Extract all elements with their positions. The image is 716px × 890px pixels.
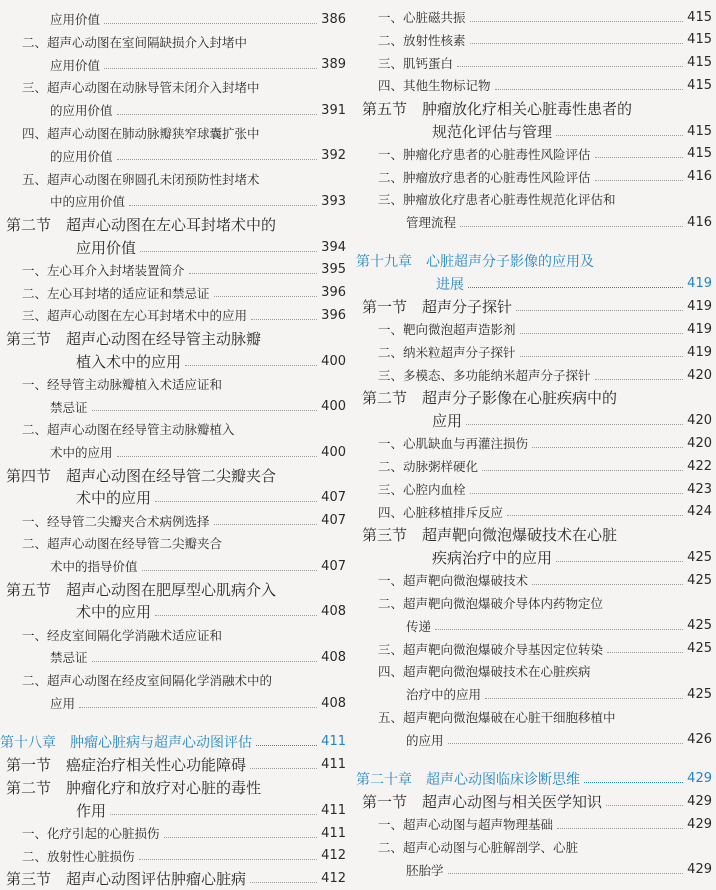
toc-page-number: 420 <box>687 367 712 383</box>
toc-entry[interactable] <box>22 76 346 98</box>
toc-page-number: 416 <box>687 214 712 230</box>
toc-page-number: 415 <box>687 55 712 71</box>
toc-entry[interactable] <box>378 364 712 386</box>
dot-leader <box>142 570 318 571</box>
toc-section-entry[interactable] <box>6 754 346 776</box>
toc-entry-title: 二、超声心动图在室间隔缺损介入封堵中 <box>22 34 248 50</box>
toc-page-number: 411 <box>321 757 346 773</box>
dot-leader <box>556 135 683 136</box>
toc-entry-title: 四、超声靶向微泡爆破技术在心脏疾病 <box>378 664 591 680</box>
toc-entry-title: 第一节 超声心动图与相关医学知识 <box>362 792 603 811</box>
toc-entry-title: 第五节 肿瘤放化疗相关心脏毒性患者的 <box>362 99 633 118</box>
toc-entry-title: 一、化疗引起的心脏损伤 <box>22 826 160 841</box>
toc-entry[interactable] <box>378 29 712 51</box>
toc-entry-title: 植入术中的应用 <box>76 352 182 371</box>
dot-leader <box>104 23 317 24</box>
toc-entry[interactable] <box>22 122 346 144</box>
toc-entry-title: 二、肿瘤放疗患者的心脏毒性风险评估 <box>378 169 591 185</box>
toc-page-number: 392 <box>321 148 346 164</box>
toc-entry-title: 四、其他生物标记物 <box>378 78 491 94</box>
toc-entry-title: 二、超声心动图与心脏解剖学、心脏 <box>378 840 579 855</box>
toc-chapter-entry[interactable] <box>0 731 346 753</box>
toc-entry-title: 的应用价值 <box>50 103 113 119</box>
toc-page-number: 396 <box>321 285 346 301</box>
dot-leader <box>140 251 317 252</box>
toc-section-entry[interactable] <box>362 524 712 546</box>
toc-entry[interactable] <box>50 646 346 668</box>
dot-leader <box>495 89 684 90</box>
toc-page-number: 389 <box>321 57 346 73</box>
toc-entry-title: 中的应用价值 <box>50 194 126 210</box>
toc-entry[interactable] <box>22 259 346 281</box>
toc-entry-title: 应用价值 <box>50 57 101 73</box>
dot-leader <box>110 814 317 815</box>
toc-entry-title: 第一节 癌症治疗相关性心功能障碍 <box>6 756 247 775</box>
toc-entry[interactable] <box>22 418 346 440</box>
toc-page-number: 425 <box>687 549 712 565</box>
toc-entry-title: 术中的指导价值 <box>50 559 138 575</box>
toc-entry[interactable] <box>22 373 346 395</box>
toc-entry-title: 疾病治疗中的应用 <box>432 548 553 567</box>
dot-leader <box>448 743 684 744</box>
dot-leader <box>516 310 683 311</box>
dot-leader <box>117 114 318 115</box>
toc-page-number: 408 <box>321 695 346 711</box>
toc-entry-title: 第三节 超声心动图在经导管主动脉瓣 <box>6 329 262 348</box>
toc-entry[interactable] <box>406 211 712 233</box>
toc-page-number: 400 <box>321 399 346 415</box>
toc-page-number: 407 <box>321 513 346 529</box>
toc-chapter-entry[interactable] <box>356 250 712 272</box>
toc-entry-title: 五、超声心动图在卵圆孔未闭预防性封堵术 <box>22 171 260 187</box>
dot-leader <box>189 273 318 274</box>
dot-leader <box>532 584 683 585</box>
toc-entry-title: 第三节 超声靶向微泡爆破技术在心脏 <box>362 526 618 545</box>
toc-entry-title: 应用 <box>50 696 76 711</box>
toc-entry-title: 一、超声靶向微泡爆破技术 <box>378 573 529 589</box>
toc-entry-title: 一、靶向微泡超声造影剂 <box>378 322 516 338</box>
toc-entry[interactable] <box>22 669 346 691</box>
toc-entry-title: 作用 <box>76 801 107 820</box>
toc-section-entry[interactable] <box>362 790 712 812</box>
toc-entry[interactable] <box>378 638 712 660</box>
toc-entry-title: 第二节 超声心动图在左心耳封堵术中的 <box>6 215 277 234</box>
toc-page-number: 423 <box>687 481 712 497</box>
toc-entry-title: 第十八章 肿瘤心脏病与超声心动图评估 <box>0 734 252 751</box>
toc-entry-title: 三、多模态、多功能纳米超声分子探针 <box>378 368 591 383</box>
toc-page-number: 411 <box>321 825 346 841</box>
dot-leader <box>460 226 683 227</box>
toc-page-number: 420 <box>687 413 712 429</box>
toc-page-number: 425 <box>687 686 712 702</box>
dot-leader <box>532 447 683 448</box>
toc-section-entry[interactable] <box>76 601 346 623</box>
toc-entry[interactable] <box>378 455 712 477</box>
toc-entry-title: 的应用价值 <box>50 148 113 164</box>
toc-entry[interactable] <box>378 432 712 454</box>
toc-entry-title: 禁忌证 <box>50 399 88 415</box>
toc-section-entry[interactable] <box>362 387 712 409</box>
toc-entry-title: 第五节 超声心动图在肥厚型心肌病介入 <box>6 580 277 599</box>
toc-entry[interactable] <box>378 74 712 96</box>
dot-leader <box>164 837 318 838</box>
dot-leader <box>466 424 683 425</box>
dot-leader <box>520 356 684 357</box>
toc-section-entry[interactable] <box>76 236 346 258</box>
toc-page-number: 408 <box>321 604 346 620</box>
dot-leader <box>250 882 317 883</box>
dot-leader <box>92 661 318 662</box>
toc-page-number: 419 <box>687 276 712 292</box>
toc-entry-title: 三、超声心动图在左心耳封堵术中的应用 <box>22 308 248 324</box>
toc-section-entry[interactable] <box>6 327 346 349</box>
toc-page-number: 415 <box>687 32 712 48</box>
toc-page-number: 394 <box>321 239 346 255</box>
dot-leader <box>595 157 684 158</box>
toc-entry-title: 二、放射性核素 <box>378 32 466 48</box>
toc-entry-title: 一、经皮室间隔化学消融术适应证和 <box>22 627 223 643</box>
toc-page-number: 396 <box>321 307 346 323</box>
toc-entry[interactable] <box>406 683 712 705</box>
toc-entry[interactable] <box>50 145 346 167</box>
dot-leader <box>185 365 317 366</box>
toc-entry[interactable] <box>50 692 346 714</box>
dot-leader <box>129 205 317 206</box>
toc-page-number: 419 <box>687 299 712 315</box>
toc-entry[interactable] <box>22 304 346 326</box>
toc-page-number: 425 <box>687 618 712 634</box>
dot-leader <box>256 745 317 746</box>
toc-entry-title: 第一节 超声分子探针 <box>362 298 513 317</box>
toc-entry-title: 应用 <box>432 412 463 431</box>
toc-entry-title: 应用价值 <box>50 12 101 27</box>
toc-chapter-entry[interactable] <box>356 768 712 790</box>
toc-entry[interactable] <box>406 729 712 751</box>
toc-page-number: 395 <box>321 262 346 278</box>
toc-entry-title: 三、肌钙蛋白 <box>378 55 454 71</box>
toc-entry[interactable] <box>378 6 712 28</box>
toc-entry[interactable] <box>22 282 346 304</box>
toc-page-number: 426 <box>687 732 712 748</box>
toc-entry[interactable] <box>406 615 712 637</box>
dot-leader <box>470 43 684 44</box>
toc-entry-title: 四、超声心动图在肺动脉瓣狭窄球囊扩张中 <box>22 126 260 141</box>
toc-entry[interactable] <box>378 569 712 591</box>
toc-page-number: 411 <box>321 734 346 750</box>
toc-entry[interactable] <box>22 168 346 190</box>
dot-leader <box>457 66 683 67</box>
toc-entry[interactable] <box>378 166 712 188</box>
toc-section-entry[interactable] <box>6 868 346 890</box>
toc-entry-title: 五、超声靶向微泡爆破在心脏干细胞移植中 <box>378 710 616 725</box>
toc-entry[interactable] <box>22 845 346 867</box>
toc-page-number: 429 <box>687 771 712 787</box>
toc-page-number: 422 <box>687 458 712 474</box>
toc-page-number: 393 <box>321 193 346 209</box>
toc-section-entry[interactable] <box>6 776 346 798</box>
toc-entry-title: 一、左心耳介入封堵装置简介 <box>22 262 185 278</box>
toc-entry-title: 一、心脏磁共振 <box>378 10 466 25</box>
toc-entry[interactable] <box>50 99 346 121</box>
toc-entry-title: 进展 <box>436 276 464 293</box>
toc-entry[interactable] <box>22 624 346 646</box>
dot-leader <box>606 805 683 806</box>
toc-entry[interactable] <box>378 706 712 728</box>
toc-entry-title: 三、心腔内血栓 <box>378 482 466 497</box>
toc-entry-title: 一、肿瘤化疗患者的心脏毒性风险评估 <box>378 146 591 162</box>
toc-page-number: 400 <box>321 353 346 369</box>
toc-page-number: 429 <box>687 862 712 878</box>
toc-section-entry[interactable] <box>6 213 346 235</box>
toc-entry-title: 一、经导管主动脉瓣植入术适应证和 <box>22 376 223 392</box>
toc-entry[interactable] <box>436 273 712 295</box>
toc-entry-title: 规范化评估与管理 <box>432 122 553 141</box>
toc-entry-title: 术中的应用 <box>76 603 152 622</box>
dot-leader <box>557 828 683 829</box>
dot-leader <box>470 21 684 22</box>
toc-entry[interactable] <box>50 54 346 76</box>
toc-page-number: 412 <box>321 848 346 864</box>
toc-section-entry[interactable] <box>432 120 712 142</box>
toc-entry[interactable] <box>378 501 712 523</box>
toc-page-number: 415 <box>687 123 712 139</box>
dot-leader <box>468 287 683 288</box>
toc-page-number: 416 <box>687 169 712 185</box>
toc-entry[interactable] <box>378 52 712 74</box>
toc-entry[interactable] <box>378 318 712 340</box>
toc-page-number: 419 <box>687 321 712 337</box>
toc-page-number: 429 <box>687 793 712 809</box>
toc-entry[interactable] <box>378 836 712 858</box>
toc-entry-title: 禁忌证 <box>50 650 88 666</box>
toc-entry[interactable] <box>378 478 712 500</box>
toc-entry-title: 一、经导管二尖瓣夹合术病例选择 <box>22 513 210 529</box>
toc-page-number: 386 <box>321 11 346 27</box>
toc-entry-title: 二、放射性心脏损伤 <box>22 848 135 864</box>
toc-entry[interactable] <box>22 822 346 844</box>
toc-section-entry[interactable] <box>432 546 712 568</box>
toc-entry-title: 胚胎学 <box>406 862 444 878</box>
dot-leader <box>595 379 684 380</box>
dot-leader <box>485 698 683 699</box>
toc-section-entry[interactable] <box>76 799 346 821</box>
toc-section-entry[interactable] <box>6 464 346 486</box>
toc-page-number: 424 <box>687 504 712 520</box>
dot-leader <box>584 782 683 783</box>
dot-leader <box>595 180 684 181</box>
toc-page-number: 415 <box>687 9 712 25</box>
dot-leader <box>79 707 317 708</box>
toc-entry-title: 一、心肌缺血与再灌注损伤 <box>378 436 529 452</box>
toc-page-number: 415 <box>687 146 712 162</box>
toc-page-number: 408 <box>321 649 346 665</box>
dot-leader <box>607 652 683 653</box>
toc-page-number: 400 <box>321 444 346 460</box>
dot-leader <box>139 859 318 860</box>
toc-page-number: 425 <box>687 641 712 657</box>
toc-page-number: 407 <box>321 490 346 506</box>
dot-leader <box>435 629 683 630</box>
toc-page-number: 419 <box>687 344 712 360</box>
toc-entry-title: 二、左心耳封堵的适应证和禁忌证 <box>22 285 210 301</box>
toc-page-number: 420 <box>687 435 712 451</box>
dot-leader <box>104 68 317 69</box>
toc-page-number: 412 <box>321 871 346 887</box>
toc-entry-title: 二、超声靶向微泡爆破介导体内药物定位 <box>378 596 604 611</box>
toc-entry[interactable] <box>50 555 346 577</box>
toc-entry-title: 二、纳米粒超声分子探针 <box>378 345 516 361</box>
toc-entry[interactable] <box>378 592 712 614</box>
toc-entry-title: 传递 <box>406 618 432 634</box>
toc-entry-title: 二、超声心动图在经导管二尖瓣夹合 <box>22 536 223 552</box>
toc-entry-title: 二、超声心动图在经导管主动脉瓣植入 <box>22 422 235 438</box>
toc-page-number: 411 <box>321 802 346 818</box>
dot-leader <box>155 615 317 616</box>
toc-entry-title: 四、心脏移植排斥反应 <box>378 504 504 520</box>
dot-leader <box>214 296 318 297</box>
toc-page-number: 429 <box>687 816 712 832</box>
toc-section-entry[interactable] <box>6 578 346 600</box>
dot-leader <box>482 470 683 471</box>
dot-leader <box>155 501 317 502</box>
toc-page-number: 407 <box>321 558 346 574</box>
dot-leader <box>214 524 318 525</box>
dot-leader <box>556 561 683 562</box>
toc-page-number: 425 <box>687 572 712 588</box>
dot-leader <box>250 768 317 769</box>
toc-entry[interactable] <box>378 660 712 682</box>
toc-entry-title: 三、超声靶向微泡爆破介导基因定位转染 <box>378 641 604 657</box>
toc-entry[interactable] <box>378 341 712 363</box>
toc-entry-title: 一、超声心动图与超声物理基础 <box>378 817 554 833</box>
dot-leader <box>92 410 318 411</box>
toc-entry-title: 术中的应用 <box>76 489 152 508</box>
toc-page-number: 415 <box>687 77 712 93</box>
toc-entry[interactable] <box>406 859 712 881</box>
dot-leader <box>507 515 683 516</box>
toc-section-entry[interactable] <box>76 487 346 509</box>
toc-entry-title: 应用价值 <box>76 238 137 257</box>
toc-entry[interactable] <box>50 8 346 30</box>
toc-entry-title: 第四节 超声心动图在经导管二尖瓣夹合 <box>6 466 277 485</box>
toc-section-entry[interactable] <box>362 296 712 318</box>
dot-leader <box>520 333 684 334</box>
toc-entry-title: 的应用 <box>406 732 444 748</box>
toc-page-number: 391 <box>321 102 346 118</box>
toc-section-entry[interactable] <box>432 410 712 432</box>
toc-entry-title: 第二十章 超声心动图临床诊断思维 <box>356 771 580 788</box>
toc-entry[interactable] <box>22 31 346 53</box>
toc-entry[interactable] <box>22 532 346 554</box>
toc-entry-title: 三、超声心动图在动脉导管未闭介入封堵中 <box>22 80 260 96</box>
toc-entry-title: 二、动脉粥样硬化 <box>378 459 479 475</box>
dot-leader <box>470 493 684 494</box>
toc-entry[interactable] <box>378 188 712 210</box>
toc-entry-title: 管理流程 <box>406 215 457 231</box>
toc-entry[interactable] <box>50 190 346 212</box>
toc-entry[interactable] <box>378 143 712 165</box>
toc-entry-title: 治疗中的应用 <box>406 687 482 703</box>
toc-entry-title: 第二节 超声分子影像在心脏疾病中的 <box>362 389 618 408</box>
dot-leader <box>117 456 318 457</box>
toc-entry-title: 三、肿瘤放化疗患者心脏毒性规范化评估和 <box>378 192 616 208</box>
toc-entry-title: 术中的应用 <box>50 445 113 461</box>
toc-entry[interactable] <box>22 510 346 532</box>
toc-entry-title: 二、超声心动图在经皮室间隔化学消融术中的 <box>22 673 273 689</box>
toc-entry-title: 第十九章 心脏超声分子影像的应用及 <box>356 254 594 270</box>
dot-leader <box>117 159 318 160</box>
toc-section-entry[interactable] <box>76 350 346 372</box>
toc-section-entry[interactable] <box>362 97 712 119</box>
toc-entry-title: 第三节 超声心动图评估肿瘤心脏病 <box>6 870 247 889</box>
toc-entry[interactable] <box>50 396 346 418</box>
toc-entry[interactable] <box>50 441 346 463</box>
toc-entry[interactable] <box>378 813 712 835</box>
dot-leader <box>251 319 317 320</box>
toc-entry-title: 第二节 肿瘤化疗和放疗对心脏的毒性 <box>6 778 262 797</box>
